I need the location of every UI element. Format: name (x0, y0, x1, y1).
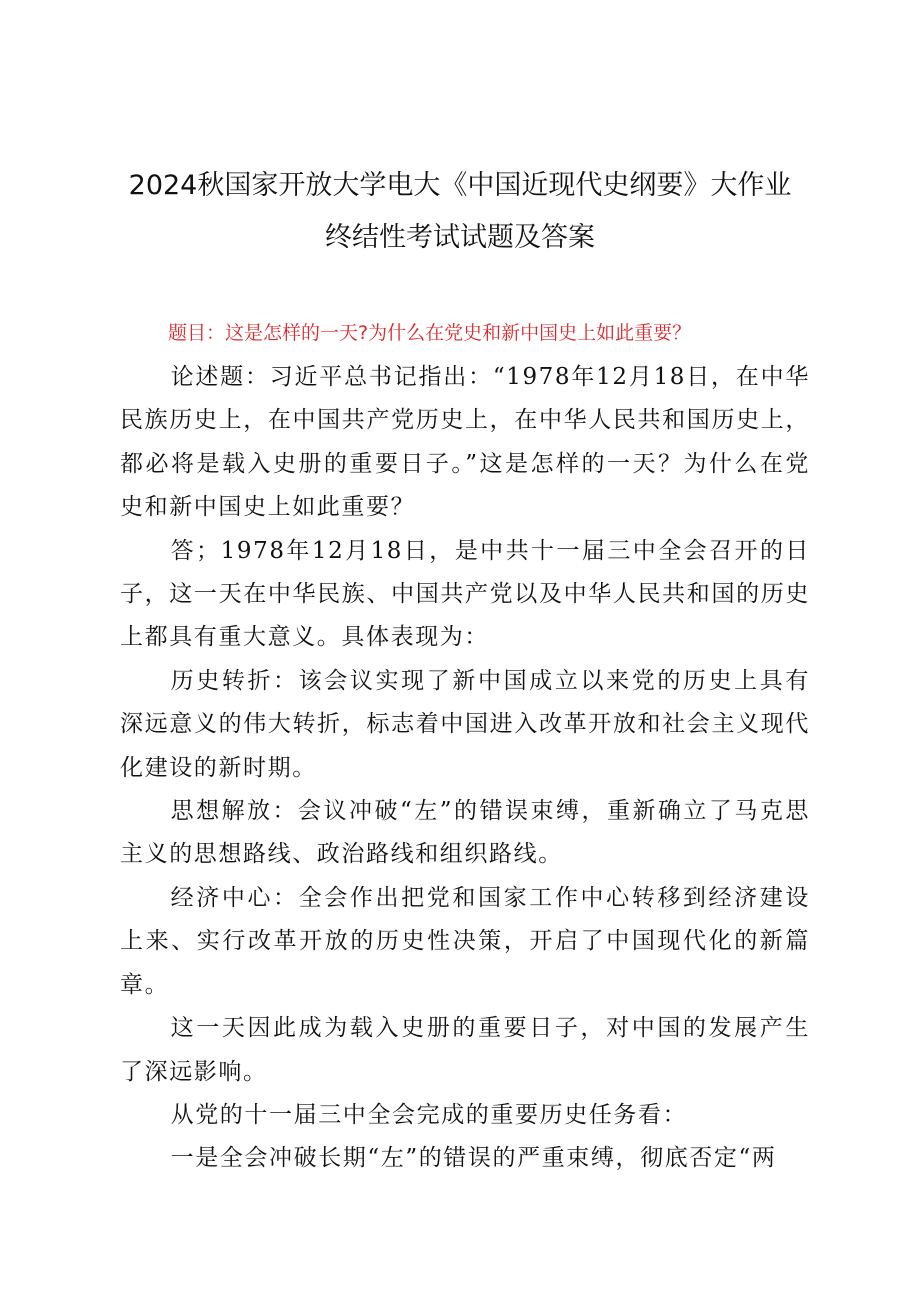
paragraph-first-point: 一是全会冲破长期“左”的错误的严重束缚，彻底否定“两 (170, 1145, 777, 1172)
paragraph-conclusion: 这一天因此成为载入史册的重要日子，对中国的发展产生了深远影响。 (120, 1015, 810, 1085)
question-heading: 题目：这是怎样的一天?为什么在党史和新中国史上如此重要？ (168, 322, 692, 344)
title-line-2: 终结性考试试题及答案 (325, 222, 595, 253)
title-line-1: 2024秋国家开放大学电大《中国近现代史纲要》大作业 (128, 170, 792, 201)
paragraph-thought-liberation: 思想解放：会议冲破“左”的错误束缚，重新确立了马克思主义的思想路线、政治路线和组织路线。 (120, 798, 810, 868)
paragraph-historical-tasks: 从党的十一届三中全会完成的重要历史任务看： (170, 1101, 688, 1128)
paragraph-economic-center: 经济中心：全会作出把党和国家工作中心转移到经济建设上来、实行改革开放的历史性决策，开启了中国现代化的新篇章。 (120, 884, 810, 998)
paragraph-answer-intro: 答；1978年12月18日，是中共十一届三中全会召开的日子，这一天在中华民族、中国共产党以及中华人民共和国的历史上都具有重大意义。具体表现为： (120, 537, 810, 651)
document-body (120, 356, 810, 1181)
paragraph-historical-turning-point: 历史转折：该会议实现了新中国成立以来党的历史上具有深远意义的伟大转折，标志着中国进入改革开放和社会主义现代化建设的新时期。 (120, 667, 810, 781)
document-title (0, 160, 920, 264)
paragraph-essay-prompt: 论述题：习近平总书记指出：“1978年12月18日，在中华民族历史上，在中国共产党历史上，在中华人民共和国历史上，都必将是载入史册的重要日子。”这是怎样的一天？为什么在党史和新中国史上如此重要？ (120, 364, 810, 521)
